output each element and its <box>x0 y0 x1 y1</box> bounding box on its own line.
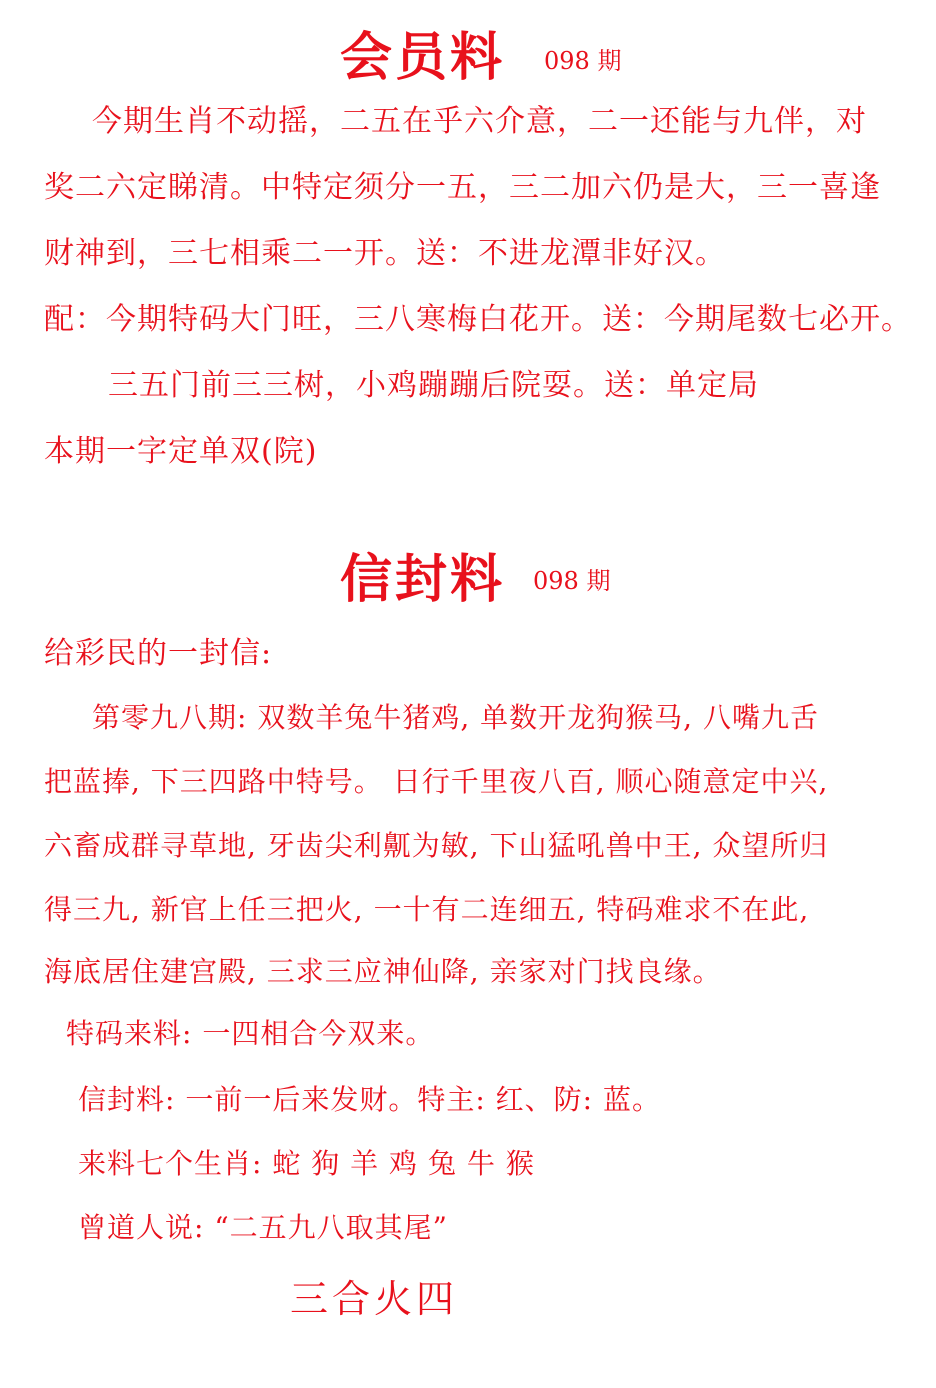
letter-line-1: 第零九八期: 双数羊兔牛猪鸡, 单数开龙狗猴马, 八嘴九舌 <box>92 701 819 734</box>
member-line-1: 今期生肖不动摇，二五在乎六介意，二一还能与九伴，对 <box>92 104 867 139</box>
member-line-4: 配：今期特码大门旺，三八寒梅白花开。送：今期尾数七必开。 <box>44 302 912 337</box>
member-line-5: 三五门前三三树，小鸡蹦蹦后院耍。送：单定局 <box>108 368 759 403</box>
closing-phrase: 三合火四 <box>290 1277 459 1321</box>
member-issue-number: 098 期 <box>544 47 622 75</box>
zodiac-line: 来料七个生肖: 蛇 狗 羊 鸡 兔 牛 猴 <box>78 1147 535 1180</box>
letter-greeting: 给彩民的一封信: <box>44 636 273 671</box>
letter-line-4: 得三九, 新官上任三把火, 一十有二连细五, 特码难求不在此, <box>44 893 810 926</box>
saying-line: 曾道人说: “二五九八取其尾” <box>78 1211 448 1244</box>
member-line-3: 财神到，三七相乘二一开。送：不进龙潭非好汉。 <box>44 236 726 271</box>
letter-issue-number: 098 期 <box>533 567 611 595</box>
member-line-6: 本期一字定单双(院) <box>44 434 318 469</box>
xinfeng-line: 信封料: 一前一后来发财。特主: 红、防: 蓝。 <box>78 1083 662 1116</box>
letter-title: 信封料 <box>340 549 506 610</box>
member-line-2: 奖二六定睇清。中特定须分一五，三二加六仍是大，三一喜逢 <box>44 170 881 205</box>
tema-line: 特码来料: 一四相合今双来。 <box>66 1017 435 1050</box>
letter-line-3: 六畜成群寻草地, 牙齿尖利鼿为敏, 下山猛吼兽中王, 众望所归 <box>44 829 829 862</box>
member-title: 会员料 <box>340 27 506 88</box>
letter-line-2: 把蓝捧, 下三四路中特号。 日行千里夜八百, 顺心随意定中兴, <box>44 765 829 798</box>
letter-line-5: 海底居住建宫殿, 三求三应神仙降, 亲家对门找良缘。 <box>44 955 722 988</box>
